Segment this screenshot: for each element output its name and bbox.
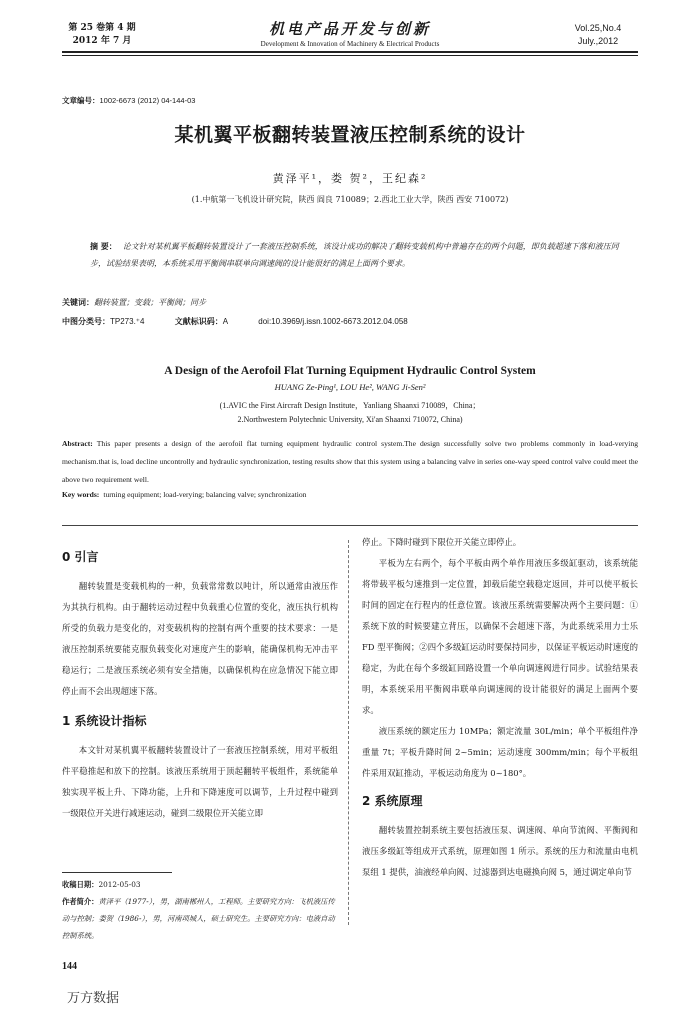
received-date [62, 876, 338, 893]
received-label: 收稿日期： [62, 880, 99, 889]
watermark: 万方数据 [67, 991, 120, 1006]
right-paragraph-3: 液压系统的额定压力 10MPa；额定流量 30L/min；单个平板组件净重量 7t；平板升降时间 2~5min；运动速度 300mm/min；每个平板组件采用双缸推动，平板运动角度为 0~180°。 [362, 726, 638, 778]
affiliation-zh: (1.中航第一飞机设计研究院，陕西 阎良 710089；2.西北工业大学，陕西 西安 710072) [191, 195, 509, 204]
abstract-en-text: This paper presents a design of the aerofoil flat turning equipment hydraulic control system.The design successfully solve two problems commonly in load-verying mechanism.that is, load decline uncontrolly and hydraulic synchronization, testing results show that this system using a balancing valve in series one-way speed control valve could meet the above two requirement well. [62, 439, 638, 484]
keywords-zh-label: 关键词： [62, 297, 94, 307]
header-date: 2012 年 7 月 [72, 36, 132, 46]
header-volume: 第 25 卷第 4 期 [68, 23, 136, 33]
right-column [362, 532, 638, 883]
right-paragraph-4: 翻转装置控制系统主要包括液压泵、调速阀、单向节流阀、平衡阀和液压多级缸等组成开式系统，原理如图 1 所示。系统的压力和流量由电机泵组 1 提供，油液经单向阀、过滤器到达电磁换向阀 5，通过调定单向节 [362, 825, 638, 877]
affiliation-en-2: 2.Northwestern Polytechnic University, Xi'an Shaanxi 710072, China) [237, 415, 463, 424]
header-issue-info-en [558, 22, 638, 48]
keywords-zh [62, 297, 206, 308]
paper-title-en: A Design of the Aerofoil Flat Turning Equipment Hydraulic Control System [164, 365, 536, 377]
footnotes [62, 876, 338, 944]
keywords-en-label: Key words: [62, 490, 100, 499]
right-paragraph-2: 平板为左右两个，每个平板由两个单作用液压多级缸驱动，该系统能将带载平板匀速推到一定位置，卸载后能空载稳定返回，并可以使平板长时间的固定在行程内的任意位置。该液压系统需要解决两个主要问题：①系统下放的时候要建立背压，以确保不会超速下落，为此系统采用力士乐 FD 型平衡阀；②四个多级缸运动时要保持同步，以保证平板运动时速度的稳定，为此在每个多级缸回路设置一个单向调速阀进行同步。试验结果表明，本系统采用平衡阀串联单向调速阀的设计能很好的满足上面两个要求。 [362, 558, 638, 715]
doc-code-value: A [222, 317, 229, 326]
section-2-heading: 2 系统原理 [362, 794, 423, 808]
page-number: 144 [62, 961, 77, 972]
abstract-en [62, 435, 638, 489]
body-top-rule [62, 525, 638, 526]
author-bio [62, 893, 338, 944]
header-rule-thin [62, 55, 638, 56]
section-1-paragraph: 本文针对某机翼平板翻转装置设计了一套液压控制系统，用对平板组件平稳推起和放下的控制。该液压系统用于顶起翻转平板组件，系统能单独实现平板上升、下降功能，上升和下降速度可以调节，上升过程中碰到一级限位开关进行减速运动，碰到二级限位开关能立即 [62, 745, 338, 818]
header-journal [200, 18, 500, 48]
clc-value: TP273.⁺4 [110, 317, 145, 326]
abstract-zh [90, 238, 620, 272]
header-volume-en: Vol.25,No.4 [574, 23, 622, 33]
section-0-heading: 0 引言 [62, 550, 99, 564]
clc-label: 中图分类号： [62, 317, 110, 326]
keywords-zh-text: 翻转装置；变载；平衡阀；同步 [94, 298, 206, 307]
received-value: 2012-05-03 [98, 880, 141, 889]
authors-zh: 黄泽平¹，娄 贺²，王纪森² [272, 172, 428, 185]
journal-subtitle: Development & Innovation of Machinery & Electrical Products [260, 40, 440, 48]
article-number-label: 文章编号： [62, 96, 100, 105]
right-paragraph-1: 停止。下降时碰到下限位开关能立即停止。 [362, 537, 522, 547]
header-date-en: July.,2012 [577, 36, 619, 46]
header-issue-info [62, 22, 142, 48]
affiliation-en-1: (1.AVIC the First Aircraft Design Institute，Yanliang Shaanxi 710089，China； [219, 401, 481, 410]
author-bio-label: 作者简介： [62, 897, 99, 906]
journal-title: 机电产品开发与创新 [268, 20, 431, 38]
authors-en: HUANG Ze-Ping¹, LOU He², WANG Ji-Sen² [274, 382, 426, 392]
abstract-en-label: Abstract: [62, 439, 93, 448]
section-0-paragraph: 翻转装置是变载机构的一种，负载常常数以吨计，所以通常由液压作为其执行机构。由于翻转运动过程中负载重心位置的变化，液压执行机构所受的负载力是变化的，对变载机构的控制有两个重要的技术要求：一是液压控制系统要能克服负载变化对速度产生的影响，能确保机构无冲击平稳运行；二是液压系统必须有安全措施，以确保机构在应急情况下能立即停止而不会出现超速下落。 [62, 581, 338, 696]
section-1-heading: 1 系统设计指标 [62, 714, 147, 728]
abstract-zh-text: 论文针对某机翼平板翻转装置设计了一套液压控制系统，该设计成功的解决了翻转变载机构中普遍存在的两个问题，即负载超速下落和液压同步，试验结果表明，本系统采用平衡阀串联单向调速阀的设计能很好的满足上面两个要求。 [90, 242, 619, 268]
doi: doi:10.3969/j.issn.1002-6673.2012.04.058 [258, 317, 408, 326]
author-bio-text: 黄泽平（1977-），男，湖南郴州人，工程师。主要研究方向：飞机液压传动与控制；娄贺（1986-），男，河南项城人，硕士研究生。主要研究方向：电液自动控制系统。 [62, 897, 335, 940]
article-number-value: 1002-6673 (2012) 04-144-03 [99, 96, 196, 105]
footnote-rule [62, 872, 172, 873]
doc-code-label: 文献标识码： [174, 317, 223, 326]
keywords-en-text: turning equipment; load-verying; balancing valve; synchronization [103, 490, 307, 499]
left-column [62, 540, 338, 824]
paper-title-zh: 某机翼平板翻转装置液压控制系统的设计 [174, 124, 526, 146]
column-separator [348, 540, 349, 925]
header-rule-thick [62, 51, 638, 53]
article-number [62, 95, 195, 106]
keywords-en [62, 490, 306, 499]
classification-line [62, 316, 422, 327]
abstract-zh-label: 摘 要： [90, 241, 117, 251]
